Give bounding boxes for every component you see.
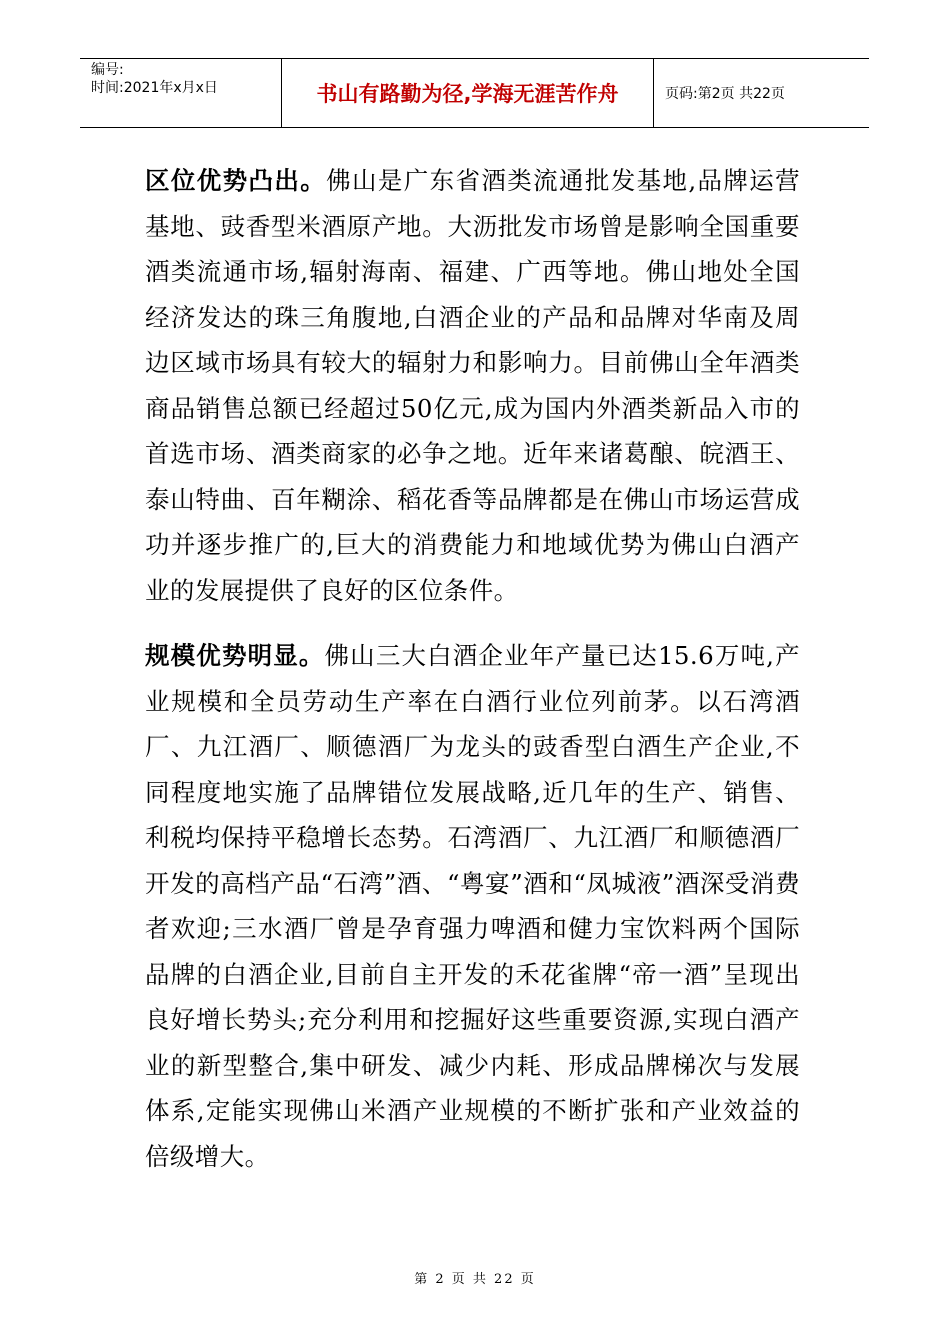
header-meta-cell [80,59,282,127]
document-body [145,158,800,1179]
document-number-label: 编号: [91,62,124,78]
document-date-label: 时间:2021年x月x日 [91,80,218,96]
header-motto: 书山有路勤为径,学海无涯苦作舟 [282,59,654,127]
page-header [80,58,869,128]
paragraph-text: 佛山三大白酒企业年产量已达15.6万吨,产业规模和全员劳动生产率在白酒行业位列前茅。以石湾酒厂、九江酒厂、顺德酒厂为龙头的豉香型白酒生产企业,不同程度地实施了品牌错位发展战略,近几年的生产、销售、利税均保持平稳增长态势。石湾酒厂、九江酒厂和顺德酒厂开发的高档产品“石湾”酒、“粤宴”酒和“凤城液”酒深受消费者欢迎;三水酒厂曾是孕育强力啤酒和健力宝饮料两个国际品牌的白酒企业,目前自主开发的禾花雀牌“帝一酒”呈现出良好增长势头;充分利用和挖掘好这些重要资源,实现白酒产业的新型整合,集中研发、减少内耗、形成品牌梯次与发展体系,定能实现佛山米酒产业规模的不断扩张和产业效益的倍级增大。 [145,641,800,1171]
paragraph-text: 佛山是广东省酒类流通批发基地,品牌运营基地、豉香型米酒原产地。大沥批发市场曾是影响全国重要酒类流通市场,辐射海南、福建、广西等地。佛山地处全国经济发达的珠三角腹地,白酒企业的产品和品牌对华南及周边区域市场具有较大的辐射力和影响力。目前佛山全年酒类商品销售总额已经超过50亿元,成为国内外酒类新品入市的首选市场、酒类商家的必争之地。近年来诸葛酿、皖酒王、泰山特曲、百年糊涂、稻花香等品牌都是在佛山市场运营成功并逐步推广的,巨大的消费能力和地域优势为佛山白酒产业的发展提供了良好的区位条件。 [145,166,800,605]
paragraph-scale-advantage [145,633,800,1179]
paragraph-location-advantage [145,158,800,613]
header-page-code: 页码:第2页 共22页 [665,86,785,102]
paragraph-lead: 规模优势明显。 [145,641,325,670]
paragraph-lead: 区位优势凸出。 [145,166,327,195]
page-footer: 第 2 页 共 22 页 [414,1272,536,1287]
